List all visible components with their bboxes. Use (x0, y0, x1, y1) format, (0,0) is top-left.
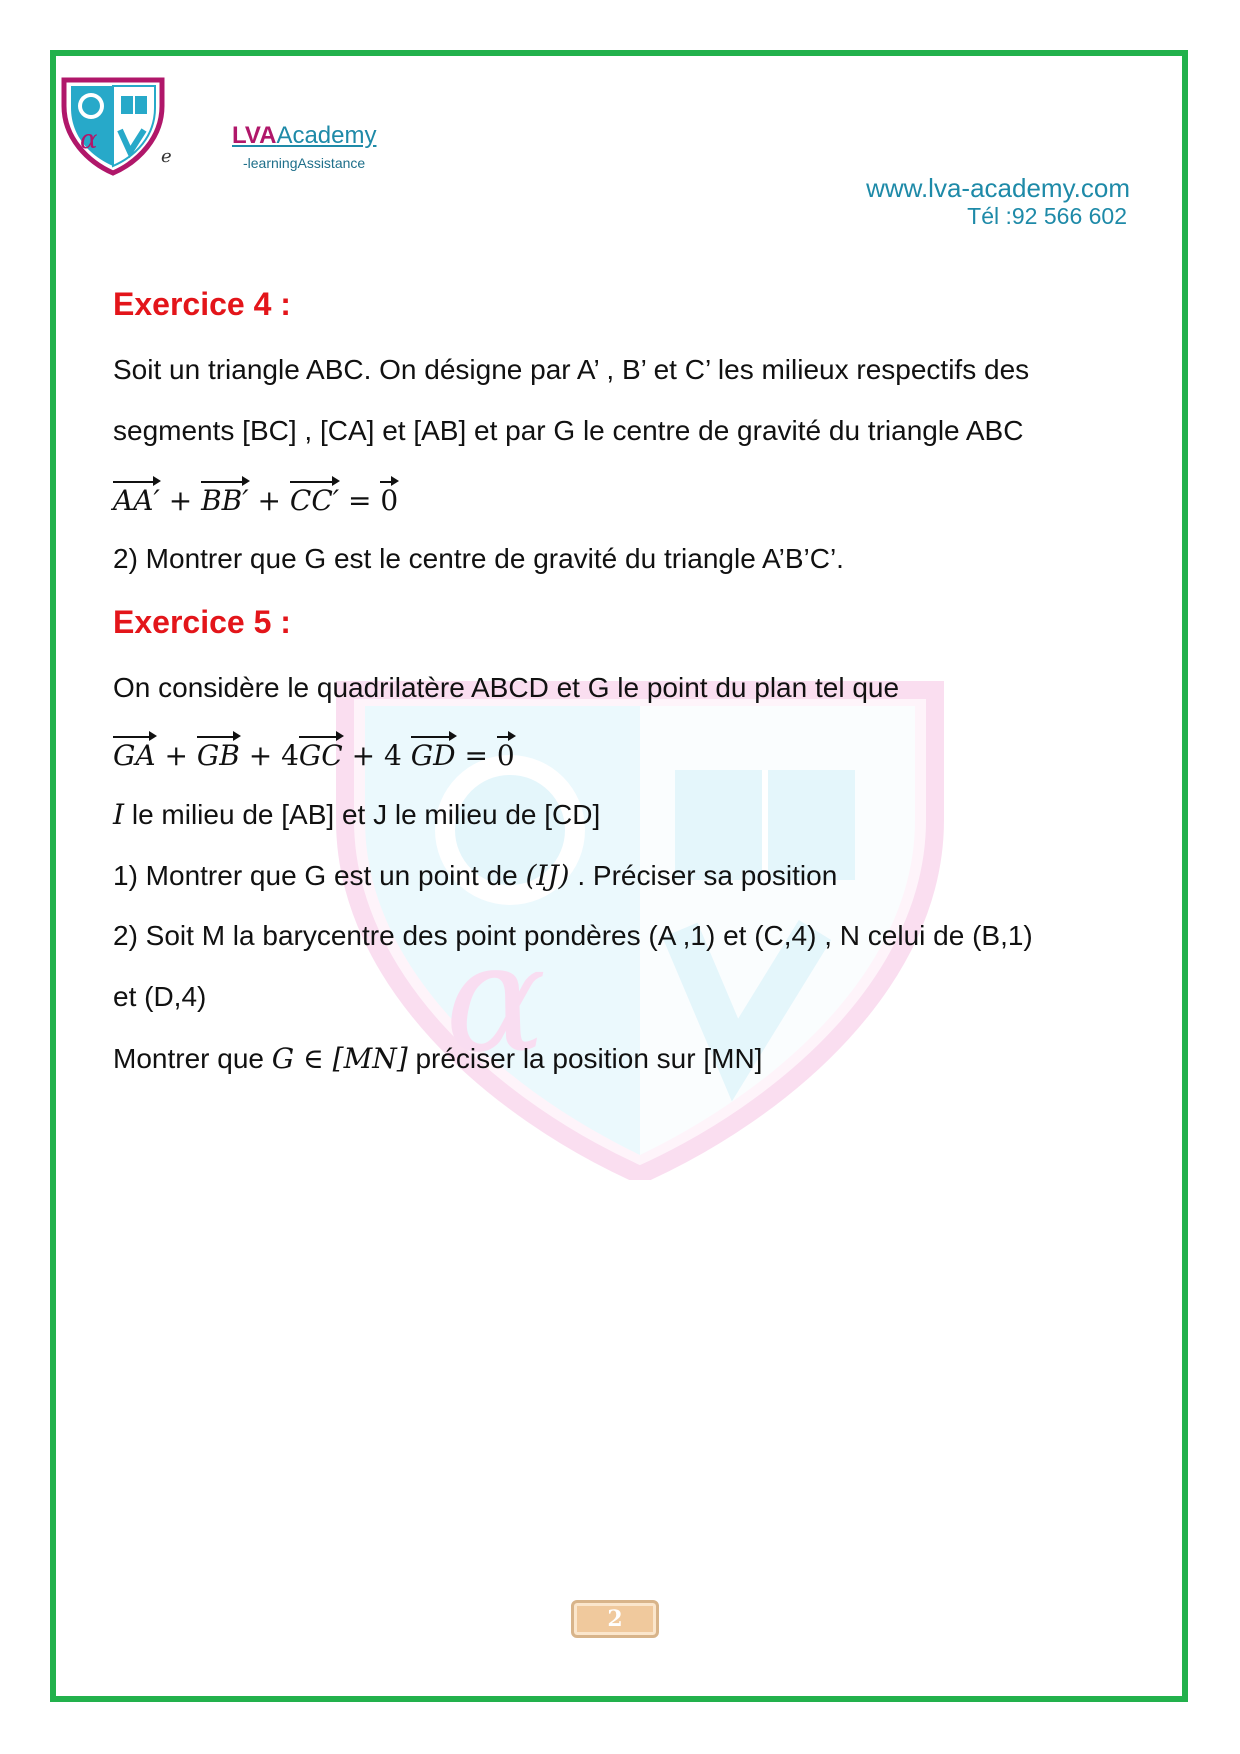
vector-ga: GA (113, 739, 156, 772)
g-in-mn: G ∈ [MN] (271, 1042, 408, 1075)
point-i: I (113, 798, 125, 831)
exercise-4-question-2: 2) Montrer que G est le centre de gravité du triangle A’B’C’. (113, 543, 844, 574)
question-1-end: . Préciser sa position (569, 860, 838, 891)
exercise-4-vector-equation (113, 484, 398, 517)
website-link[interactable]: www.lva-academy.com (866, 173, 1130, 203)
question-3-start: Montrer que (113, 1043, 272, 1074)
exercise-5-paragraph-1: On considère le quadrilatère ABCD et G le point du plan tel que (113, 672, 900, 703)
exercise-5-question-3 (113, 1042, 762, 1075)
exercise-4-paragraph-1: Soit un triangle ABC. On désigne par A’ , B’ et C’ les milieux respectifs des (113, 354, 1030, 385)
svg-text:α: α (80, 125, 98, 155)
vector-gc: GC (298, 739, 343, 772)
plus-sign: + (168, 484, 193, 517)
lva-logo (58, 76, 168, 176)
exercise-5-paragraph-2 (113, 798, 600, 831)
brand-name (232, 122, 376, 150)
exercise-5-question-2-cont: et (D,4) (113, 981, 207, 1012)
equals-sign: = (464, 739, 488, 772)
plus-four: + 4 (248, 739, 299, 772)
page-number: 2 (571, 1600, 659, 1638)
question-1-start: 1) Montrer que G est un point de (113, 860, 526, 891)
brand-tagline: -learningAssistance (243, 155, 366, 171)
zero-vector: 0 (380, 484, 399, 517)
exercise-4-paragraph-2: segments [BC] , [CA] et [AB] et par G le centre de gravité du triangle ABC (113, 415, 1024, 446)
logo-e-mark: e (161, 146, 172, 167)
exercise-5-vector-equation (113, 739, 515, 772)
plus-four: + 4 (351, 739, 402, 772)
brand-lva: LVA (232, 122, 277, 149)
vector-aa-prime: AA′ (113, 484, 160, 517)
question-3-end: préciser la position sur [MN] (407, 1043, 763, 1074)
phone-number: Tél :92 566 602 (967, 203, 1127, 229)
line-ij: (IJ) (525, 859, 570, 892)
exercise-5-question-1 (113, 859, 837, 892)
vector-gb: GB (196, 739, 240, 772)
exercise-4-title: Exercice 4 : (113, 286, 291, 322)
vector-gd: GD (410, 739, 456, 772)
plus-sign: + (257, 484, 281, 517)
svg-text:α: α (445, 912, 547, 1086)
brand-academy: Academy (276, 122, 377, 149)
plus-sign: + (164, 739, 188, 772)
exercise-5-question-2: 2) Soit M la barycentre des point pondères (A ,1) et (C,4) , N celui de (B,1) (113, 920, 1033, 951)
vector-cc-prime: CC′ (289, 484, 340, 517)
equals-sign: = (348, 484, 372, 517)
exercise-5-title: Exercice 5 : (113, 604, 291, 640)
zero-vector: 0 (496, 739, 515, 772)
paragraph-2-text: le milieu de [AB] et J le milieu de [CD] (124, 799, 601, 830)
vector-bb-prime: BB′ (201, 484, 249, 517)
